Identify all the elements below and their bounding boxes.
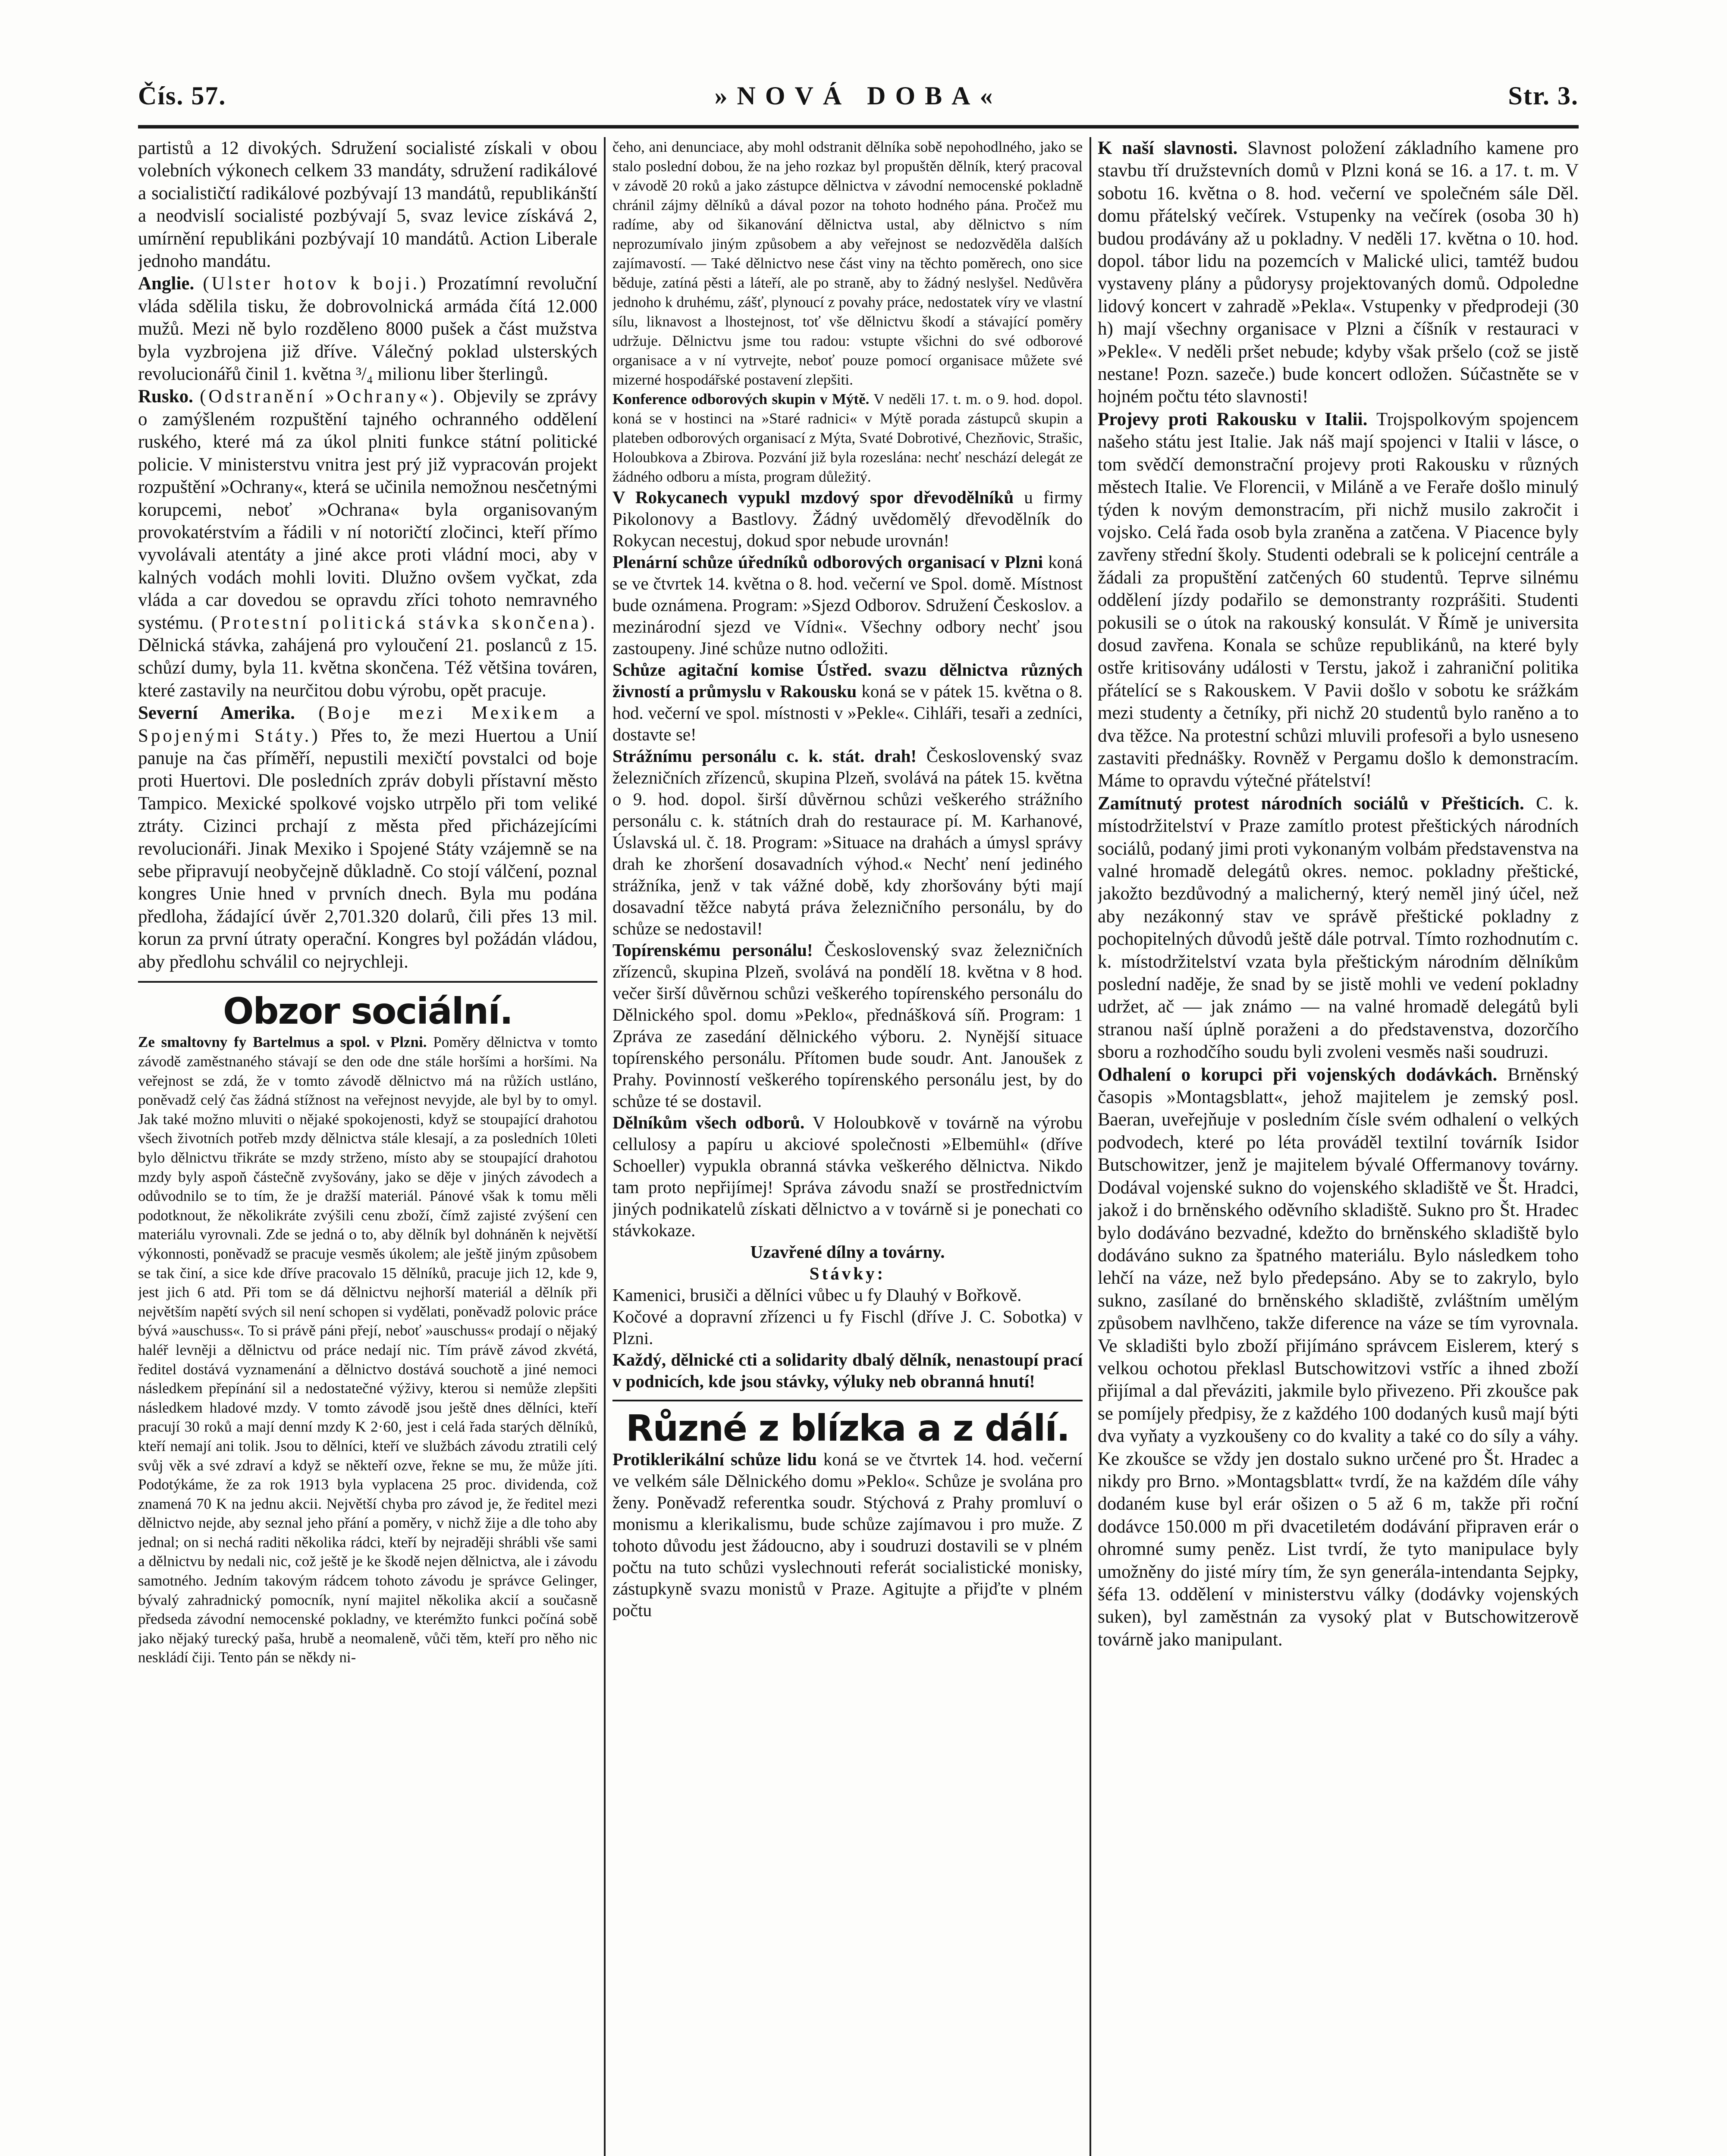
article-amerika [138,702,597,973]
article-subheading: (Boje mezi Mexikem a Spojenými Státy.) [138,703,597,746]
article-text: koná se ve čtvrtek 14. května o 8. hod. večerní ve Spol. domě. Místnost bude oznámena. Program: »Sjezd Odborov. Sdružení Českoslov. a mezinárodní sjezd ve Vídni«. Všechny odbory nechť jsou zastoupeny. Jiné schůze nutno odložiti. [612,552,1083,658]
issue-number: Čís. 57. [138,81,226,110]
article-text: u firmy Pikolonovy a Bastlovy. Žádný uvědomělý dřevodělník do Rokycan necestuj, dokud spor nebude urovnán! [612,487,1083,550]
article-heading: Anglie. [138,273,195,294]
article-text: V Holoubkově v továrně na výrobu cellulosy a papíru u akciové společnosti »Elbemühl« (dříve Schoeller) vypukla obranná stávka veškerého dělnictva. Nikdo tam proto nepřijímej! Správa závodu snaží se prostřednictvím jiných podnikatelů získati dělnictvo a v továrně si je ponechati co stávkokaze. [612,1112,1083,1240]
strike-item: Kočové a dopravní zřízenci u fy Fischl (dříve J. C. Sobotka) v Plzni. [612,1307,1083,1348]
article-presticky [1098,793,1579,1064]
header-rule [138,125,1579,128]
article-heading: Projevy proti Rakousku v Italii. [1098,409,1368,429]
article-heading: Zamítnutý protest národních sociálů v Přešticích. [1098,793,1524,814]
article-heading: Topírenskému personálu! [612,940,813,960]
article-heading: Plenární schůze úředníků odborových organisací v Plzni [612,552,1043,572]
article-text: Brněnský časopis »Montagsblatt«, jehož majitelem je zemský posl. Baeran, uveřejňuje v posledním čísle svém odhalení o velkých podvodech, které po léta prováděl textilní továrník Isidor Butschowitzer, jenž je majitelem bývalé Offermanovy továrny. Dodával vojenské sukno do vojenského skladiště ve Št. Hradci, jakož i do brněnského oděvního skladiště. Sukno pro Št. Hradec bylo dodáváno bezvadné, kdežto do brněnského skladiště bylo dodáváno sukno za špatného materiálu. Bylo následkem toho lehčí na váze, než bylo předepsáno. Aby se to zakrylo, bylo sukno, zasílané do brněnského skladiště, zvláštním umělým způsobem navlhčeno, takže diference na váze se tím vyrovnala. Ve skladišti bylo zboží přijímáno správcem Eislerem, který s velkou ochotou překlasl Butschowitzovi vstříc a ihned zboží přijímal a dal převáziti, jakmile bylo přivezeno. Při zkoušce pak se pomíjely předpisy, že z každého 100 dodaných kusů mají býti dva vyňaty a vyzkoušeny co do kvality a také co do síly a váhy. Ke zkoušce se vždy jen dostalo sukno určené pro Št. Hradec a nikdy pro Brno. »Montagsblatt« tvrdí, že na každém díle váhy dodaném kuse byl erár ošizen o 5 až 6 m, takže při roční dodávce 150.000 m při dvacetiletém dodávání připraven erár o ohromné sumy peněz. List tvrdí, že tyto manipulace byly umožněny do jisté míry tím, že syn generála-intendanta Sejpky, šéfa 13. oddělení v ministerstvu války (dodávky vojenských suken), byl zaměstnán za vysoký plat v Butschowitzerově továrně jako manipulant. [1098,1064,1579,1650]
article-slavnost [1098,137,1579,408]
divider [138,981,597,983]
article-heading: V Rokycanech vypukl mzdový spor dřevodělníků [612,487,1014,507]
article-rusko [138,385,597,702]
article-text: Prozatímní revoluční vláda sdělila tisku, že dobrovolnická armáda čítá 12.000 mužů. Mezi ně bylo rozděleno 8000 pušek a část mužstva byla vyzbrojena již dříve. Válečný poklad ulsterských revolucionářů činil 1. května ³/₄ milionu liber šterlingů. [138,273,597,385]
article-heading: Schůze agitační komise Ústřed. svazu dělnictva různých živností a průmyslu v Rakousku [612,660,1083,701]
subheading: Stávky: [809,1263,886,1283]
article-topirensky [612,939,1083,1112]
newspaper-title: »NOVÁ DOBA« [714,81,1002,110]
article-text: Slavnost položení základního kamene pro stavbu tří družstevních domů v Plzni koná se 16. a 17. t. m. V sobotu 16. května o 8. hod. večerní ve společném sále Děl. domu přátelský večírek. Vstupenky na večírek (osoba 30 h) budou prodávány až u pokladny. V neděli 17. května o 10. hod. dopol. tábor lidu na pozemcích v Malické ulici, tamtéž budou vystaveny plány a půdorysy projektovaných domů. Odpoledne lidový koncert v zahradě »Pekla«. Vstupenky v předprodeji (30 h) mají všechny organisace v Plzni a číšník v restauraci v »Pekle«. V neděli pršet nebude; kdyby však pršelo (což se jistě nestane! Pozn. sazeče.) bude koncert odložen. Súčastněte se v hojném počtu této slavnosti! [1098,138,1579,407]
article-heading: Ze smaltovny fy Bartelmus a spol. v Plzni. [138,1034,427,1051]
article-heading: Strážnímu personálu c. k. stát. drah! [612,746,917,766]
article-protiklerikalni [612,1448,1083,1621]
strike-item: Kamenici, brusiči a dělníci vůbec u fy Dlauhý v Bořkově. [612,1285,1022,1305]
article-text: koná se ve čtvrtek 14. hod. večerní ve velkém sále Dělnického domu »Peklo«. Schůze je svolána pro ženy. Poněvadž referentka soudr. Stýchová z Prahy promluví o monismu a klerikalismu, bude schůze zajímavou i pro muže. Z tohoto důvodu jest žádoucno, aby i soudruzi dostavili se v plném počtu na tuto schůzi vyslechnouti referát socialistické monisky, zástupkyně svazu monistů v Praze. Agitujte a přijďte v plném počtu [612,1449,1083,1620]
paragraph: partistů a 12 divokých. Sdružení socialisté získali v obou volebních výkonech celkem 33 mandáty, sdružení radikálové a socialističtí radikálové pozbývají 13 mandátů, republikánští a neodvislí socialisté pozbývají 5, svaz levice získává 2, umírnění republikáni pozbývají 10 mandátů. Action Liberale jednoho mandátu. [138,138,597,272]
article-heading: K naší slavnosti. [1098,138,1238,158]
article-text: Trojspolkovým spojencem našeho státu jest Italie. Jak náš mají spojenci v Italii v lásce, o tom svědčí demonstrační projevy proti Rakousku v různých městech Italie. Ve Florencii, v Miláně a ve Feraře došlo minulý týden k novým demonstracím, při nichž musilo zakročit i vojsko. Celá řada osob byla zraněna a zatčena. V Piacence byly zavřeny střední školy. Studenti odebrali se k policejní centrále a žádali za propuštění zatčených 60 studentů. Teprve silnému oddělení jízdy podařilo se demonstranty rozprášiti. Studenti pokusili se o útok na rakouský konsulát. V Římě je universita dosud zavřena. Konala se schůze republikánů, na které byly ostře kritisovány události v Terstu, jakož i zahraniční politika přátelící se s Rakouskem. V Pavii došlo v sobotu ke srážkám mezi studenty a četníky, při nichž 20 studentů bylo raněno a to dva těžce. Na protestní schůzi mluvili profesoři a bylo usneseno zastaviti přednášky. Rovněž v Pergamu došlo k demonstracím. Máme to opravdu výtečné přátelství! [1098,409,1579,791]
column-2 [612,137,1083,2156]
page-header [138,81,1579,122]
article-text: Dělnická stávka, zahájená pro vyloučení 21. poslanců z 15. schůzí dumy, byla 11. května skončena. Též většina továren, které zastavily na neurčitou dobu výrobu, opět pracuje. [138,635,597,701]
article-heading: Konference odborových skupin v Mýtě. [612,391,870,407]
article-agitacni [612,659,1083,745]
article-plenarni [612,551,1083,659]
article-italie [1098,408,1579,793]
column-divider [1090,137,1091,2156]
section-title: Obzor sociální. [223,990,513,1033]
article-heading: Severní Amerika. [138,703,295,724]
article-anglie [138,273,597,385]
article-konference [612,389,1083,486]
section-title: Různé z blízka a z dálí. [625,1407,1070,1449]
article-rokycany [612,486,1083,551]
article-text: koná se v pátek 15. května o 8. hod. večerní ve spol. místnosti v »Pekle«. Cihláři, tesaři a zedníci, dostavte se! [612,681,1083,744]
article-smaltovna [138,1033,597,1667]
column-divider [604,137,606,2156]
article-delnikum [612,1112,1083,1241]
article-heading: Odhalení o korupci při vojenských dodávkách. [1098,1064,1498,1085]
strike-note: Každý, dělnické cti a solidarity dbalý dělník, nenastoupí prací v podnicích, kde jsou stávky, výluky neb obranná hnutí! [612,1350,1083,1391]
paragraph: čeho, ani denunciace, aby mohl odstranit dělníka sobě nepohodlného, jako se stalo poslední dobou, že na jeho rozkaz byl propuštěn dělník, který pracoval v závodě 20 roků a jako zástupce dělnictva v závodní nemocenské pokladně chránil zájmy dělníků a dával pozor na tohoto hodného pána. Pročež mu radíme, aby od šikanování dělnictva ustal, aby dělnictvo s ním neprozumívalo jiným způsobem a aby veřejnost se nedozvěděla dalších zajímavostí. — Také dělnictvo nese část viny na těchto poměrech, ono sice běduje, zatíná pěsti a láteří, ale po straně, aby to žádný neslyšel. Nedůvěra jednoho k druhému, zášť, plynoucí z povahy práce, nedostatek víry ve vlastní sílu, liknavost a lhostejnost, toť vše dělnictvu škodí a stávající poměry udržuje. Dělnictvu jsme tou radou: vstupte všichni do své odborové organisace a v ní vytrvejte, neboť pouze pomocí organisace můžete své mizerné hospodářské postavení zlepšiti. [612,138,1083,388]
article-text: V neděli 17. t. m. o 9. hod. dopol. koná se v hostinci na »Staré radnici« v Mýtě porada zástupců skupin a plateben odborových organisací z Mýta, Svaté Dobrotivé, Chezňovic, Strašic, Holoubkova a Zbirova. Pozvání již byla rozeslána: nechť neschází delegát ze žádného odboru a místa, program důležitý. [612,391,1083,485]
article-text: Objevily se zprávy o zamýšleném rozpuštění tajného ochranného oddělení ruského, které má za úkol plniti funkce státní politické policie. V ministerstvu vnitra jest prý již vypracován projekt rozpuštění »Ochrany«, která se učinila nemožnou nesčetnými korupcemi, neboť »Ochrana« byla organisovaným provokatérstvím a řádili v ní notoričtí zločinci, kteří přímo vyvolávali atentáty a jiné akce proti vládní moci, aby v kalných vodách mohli loviti. Dlužno ovšem vyčkat, zda vláda a car dovedou se opravdu zříci tohoto nemravného systému. [138,386,597,633]
article-subheading: (Protestní politická stávka skončena). [211,612,597,633]
subheading: Uzavřené dílny a továrny. [750,1242,945,1262]
article-korupce [1098,1064,1579,1651]
article-strazni [612,745,1083,939]
column-1 [138,137,597,2156]
article-text: Československý svaz železničních zřízenců, skupina Plzeň, svolává na pátek 15. května o 9. hod. dopol. širší důvěrnou schůzi veškerého strážního personálu c. k. státních drah do restaurace pí. M. Karhanové, Úslavská ul. č. 18. Program: »Situace na drahách a úmysl správy drah ke zhoršení dosavadních výhod.« Nechť není jediného strážníka, jenž v tak vážné době, kdy zhoršovány býti mají dosavadní těžce nabytá práva železničního personálu, by do schůze se nedostavil! [612,746,1083,938]
page-number: Str. 3. [1508,81,1579,110]
article-heading: Rusko. [138,386,193,407]
article-subheading: (Odstranění »Ochrany«). [200,386,447,407]
article-text: C. k. místodržitelství v Praze zamítlo protest přeštických národních sociálů, podaný jimi proti vykonaným volbám představenstva na valné hromadě delegátů okres. nemoc. pokladny přeštické, jakožto bezdůvodný a malicherný, který neměl jiný účel, než aby nezákonný stav ve správě přeštické pokladny z pochopitelných důvodů ještě dále potrval. Tímto rozhodnutím c. k. místodržitelství vzata byla přeštickým národním dělníkům poslední naděje, že snad by se jistě mohli ve vedení pokladny udržet, ač — jak známo — na valné hromadě delegátů byli stranou naší úplně poraženi a do představenstva, dozorčího sboru a rozhodčího soudu byli zvoleni vesměs naši soudruzi. [1098,793,1579,1062]
column-3 [1098,137,1579,2156]
divider [612,1400,1083,1401]
article-heading: Dělníkům všech odborů. [612,1112,805,1132]
article-heading: Protiklerikální schůze lidu [612,1449,817,1469]
article-text: Poměry dělnictva v tomto závodě zaměstnaného stávají se den ode dne stále horšími a horšími. Na veřejnost se zdá, že v tomto závodě dělnictvo má na růžích ustláno, poněvadž celý čas žádná stížnost na veřejnost nevyjde, ale byl by to omyl. Jak také možno mluviti o nějaké spokojenosti, když se stoupající drahotou všech životních potřeb mzdy dělnictva stále klesají, a za posledních 10leti bylo dělnictvu třikráte se mzdy strženo, místo aby se stoupající drahotou mzdy byly aspoň částečně zvyšovány, jako se děje v jiných závodech a odůvodnilo se to tím, že je dražší materiál. Pánové však k tomu měli podotknout, že několikráte zvýšili cenu zboží, čímž zajisté zvýšení cen materiálu vyrovnali. Zde se jedná o to, aby dělník byl dohnáněn k největší výkonnosti, poněvadž se pracuje vesměs úkolem; ale ještě jiným způsobem se tak činí, a sice kde dříve pracovalo 15 dělníků, pracuje jich 12, kde 9, jest jich 6 atd. Při tom se dá dělnictvu nejhorší materiál a dělník při největším napětí svých sil není schopen si vydělati, poněvadž polovic práce bývá »auschuss«. To si právě páni přejí, neboť »auschuss« prodají o nějaký haléř levněji a dělnictvu od práce nedají nic. Tím právě závod zkvétá, ředitel dostává vyznamenání a dělnictvo dostává souchotě a jiné nemoci následkem přepínání sil a nedostatečné výživy, kterou si nemůže zlepšiti následkem hladové mzdy. V tomto závodě jsou ještě dnes dělníci, kteří pracují 30 roků a mají denní mzdy K 2·60, jest i celá řada starých dělníků, kteří nemají ani tolik. Jsou to dělníci, kteří ve službách závodu ztratili celý svůj věk a své zdraví a když se někteří ozve, řekne se mu, že může jíti. Podotýkáme, že za rok 1913 byla vyplacena 25 proc. dividenda, což znamená 70 K na jednu akcii. Největší chyba pro závod je, že ředitel mezi dělnictvo nejde, aby seznal jeho přání a poměry, v nichž žije a dle toho aby jednal; on si nechá raditi několika rádci, kteří by nejraději shrábli vše sami a dělnictvu by nedali nic, což ještě je ke škodě nejen dělnictva, ale i závodu samotného. Jedním takovým rádcem tohoto závodu je správce Gelinger, bývalý zahradnický pomocník, nyní majitel několika akcií a současně předseda závodní nemocenské pokladny, ve kterémžto funkci počíná sobě jako nějaký turecký paša, hrubě a neomaleně, vůči těm, kteří pro něho nic neskládí čiji. Tento pán se někdy ni- [138,1034,597,1666]
article-text: Přes to, že mezi Huertou a Unií panuje na čas příměří, nepustili mexičtí povstalci od boje proti Huertovi. Dle posledních zpráv dobyli přístavní město Tampico. Mexické spolkové vojsko utrpělo při tom veliké ztráty. Cizinci prchají z města před přicházejícími revolucionáři. Jinak Mexiko i Spojené Státy vzájemně se na sebe připravují neobyčejně důkladně. Co stojí válčení, poznal kongres Unie hned v prvních dnech. Byla mu podána předloha, žádající úvěr 2,701.320 dolarů, čili přes 13 mil. korun za první útraty operační. Kongres byl požádán vládou, aby předlohu schválil co nejrychleji. [138,725,597,972]
article-text: Československý svaz železničních zřízenců, skupina Plzeň, svolává na pondělí 18. května v 8 hod. večer širší důvěrnou schůzi veškerého topírenského personálu do Dělnického spol. domu »Peklo«, přednášková síň. Program: 1 Zpráva ze zasedání dělnického výboru. 2. Nynější situace topírenského personálu. Přítomen bude soudr. Ant. Janoušek z Prahy. Povinností veškerého topírenského personálu jest, by do schůze té se dostavil. [612,940,1083,1111]
article-subheading: (Ulster hotov k boji.) [203,273,429,294]
